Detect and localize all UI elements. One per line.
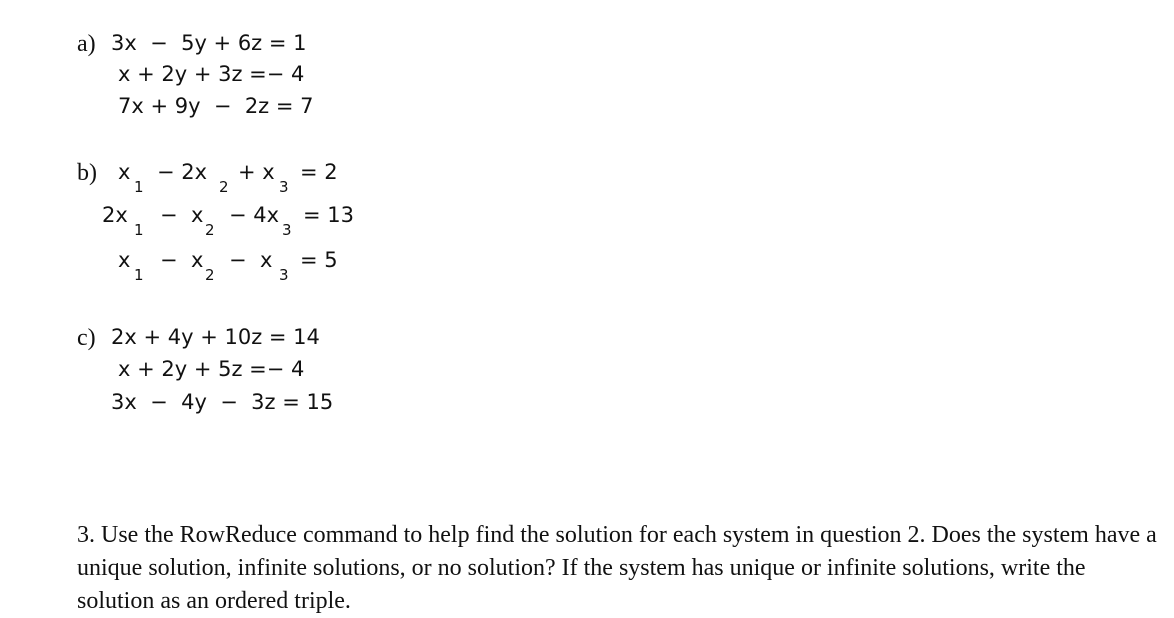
- equation-c2: x + 2y + 5z =− 4: [118, 357, 305, 381]
- equation-b3-term: − x: [160, 248, 204, 272]
- equation-b2-term: = 13: [303, 203, 354, 227]
- subscript: 2: [205, 266, 215, 284]
- subscript: 2: [219, 178, 229, 196]
- equation-b1-term: + x: [238, 160, 275, 184]
- equation-b1-term: x: [118, 160, 131, 184]
- problem-label: c): [77, 325, 96, 351]
- equation-a3: 7x + 9y − 2z = 7: [118, 94, 314, 118]
- equation-b2-term: − x: [160, 203, 204, 227]
- subscript: 3: [282, 221, 292, 239]
- subscript: 3: [279, 266, 289, 284]
- equation-a2: x + 2y + 3z =− 4: [118, 62, 305, 86]
- subscript: 1: [134, 266, 144, 284]
- equation-c1: 2x + 4y + 10z = 14: [111, 325, 320, 349]
- equation-b3-term: − x: [229, 248, 273, 272]
- equation-b3-term: = 5: [300, 248, 338, 272]
- equation-b3-term: x: [118, 248, 131, 272]
- equation-b2-term: − 4x: [229, 203, 280, 227]
- subscript: 3: [279, 178, 289, 196]
- subscript: 1: [134, 221, 144, 239]
- equation-b1-term: = 2: [300, 160, 338, 184]
- equation-c3: 3x − 4y − 3z = 15: [111, 390, 334, 414]
- subscript: 2: [205, 221, 215, 239]
- problem-label: a): [77, 31, 96, 57]
- question-3-text: 3. Use the RowReduce command to help find the solution for each system in question 2. Does the system have a unique solution, infinite solutions, or no solution? If the system has unique or infinite solutions, write the solution as an ordered triple.: [77, 522, 1157, 614]
- problem-label: b): [77, 160, 97, 186]
- subscript: 1: [134, 178, 144, 196]
- equation-a1: 3x − 5y + 6z = 1: [111, 31, 307, 55]
- equation-b2-term: 2x: [102, 203, 128, 227]
- equation-b1-term: − 2x: [157, 160, 208, 184]
